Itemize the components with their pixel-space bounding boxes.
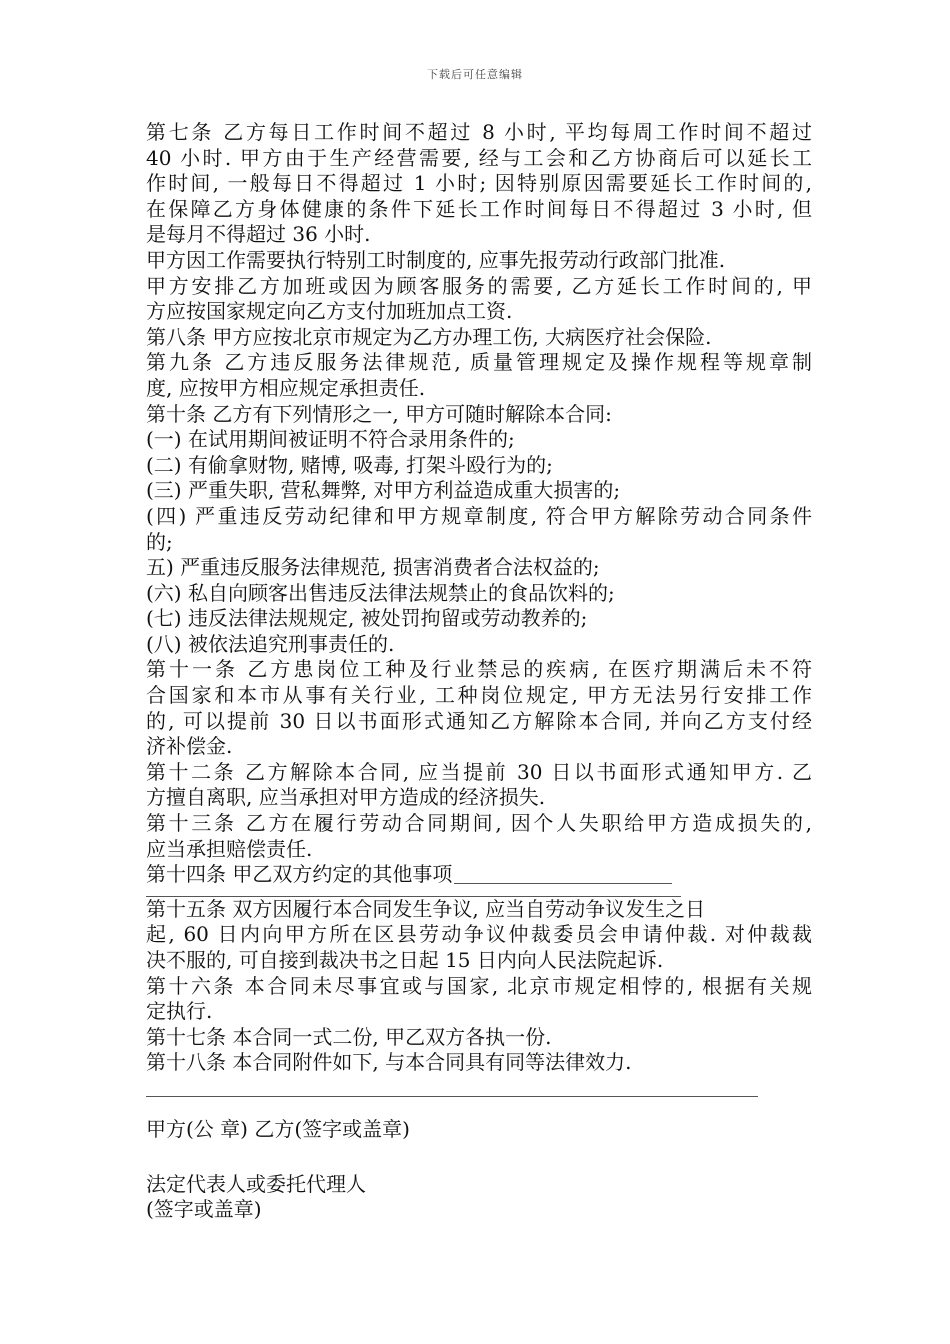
text-line: 方擅自离职, 应当承担对甲方造成的经济损失. — [146, 785, 546, 810]
text-line: 应当承担赔偿责任. — [146, 836, 313, 861]
text-line: 第十二条 乙方解除本合同, 应当提前 30 日以书面形式通知甲方. 乙 — [146, 759, 812, 784]
list-item: (六) 私自向顾客出售违反法律法规禁止的食品饮料的; — [146, 580, 615, 605]
text-line: 第十五条 双方因履行本合同发生争议, 应当自劳动争议发生之日 — [146, 896, 706, 921]
text-line: 甲方安排乙方加班或因为顾客服务的需要, 乙方延长工作时间的, 甲 — [146, 273, 812, 298]
list-item: (一) 在试用期间被证明不符合录用条件的; — [146, 427, 515, 452]
list-item: 五) 严重违反服务法律规范, 损害消费者合法权益的; — [146, 555, 600, 580]
text-line: 的; — [146, 529, 173, 554]
list-item: (八) 被依法追究刑事责任的. — [146, 631, 395, 656]
text-line: 第九条 乙方违反服务法律规范, 质量管理规定及操作规程等规章制 — [146, 350, 812, 375]
text-line: 济补偿金. — [146, 734, 233, 759]
text-line: 决不服的, 可自接到裁决书之日起 15 日内向人民法院起诉. — [146, 948, 664, 972]
fill-in-blank — [454, 865, 672, 884]
contract-body — [146, 120, 812, 1223]
text-line: 甲方因工作需要执行特别工时制度的, 应事先报劳动行政部门批准. — [146, 247, 726, 272]
text-line: 第十三条 乙方在履行劳动合同期间, 因个人失职给甲方造成损失的, — [146, 811, 812, 836]
article-14-text: 第十四条 甲乙双方约定的其他事项 — [146, 862, 453, 887]
list-item: (三) 严重失职, 营私舞弊, 对甲方利益造成重大损害的; — [146, 478, 621, 503]
text-line: 第十六条 本合同未尽事宜或与国家, 北京市规定相悖的, 根据有关规 — [146, 973, 812, 998]
text-line: 第七条 乙方每日工作时间不超过 8 小时, 平均每周工作时间不超过 — [146, 120, 812, 144]
list-item: (四) 严重违反劳动纪律和甲方规章制度, 符合甲方解除劳动合同条件 — [146, 503, 812, 528]
signature-parties: 甲方(公 章) 乙方(签字或盖章) — [146, 1116, 410, 1141]
text-line: 第十七条 本合同一式二份, 甲乙双方各执一份. — [146, 1024, 552, 1049]
text-line: 定执行. — [146, 999, 213, 1024]
text-line: 第八条 甲方应按北京市规定为乙方办理工伤, 大病医疗社会保险. — [146, 324, 712, 349]
signature-seal: (签字或盖章) — [146, 1197, 262, 1222]
text-line: 起, 60 日内向甲方所在区县劳动争议仲裁委员会申请仲裁. 对仲裁裁 — [146, 922, 812, 947]
text-line: 度, 应按甲方相应规定承担责任. — [146, 375, 426, 400]
signature-representative: 法定代表人或委托代理人 — [146, 1171, 366, 1196]
text-line: 的, 可以提前 30 日以书面形式通知乙方解除本合同, 并向乙方支付经 — [146, 708, 812, 733]
text-line: 作时间, 一般每日不得超过 1 小时; 因特别原因需要延长工作时间的, — [146, 171, 812, 196]
text-line: 第十一条 乙方患岗位工种及行业禁忌的疾病, 在医疗期满后未不符 — [146, 657, 812, 682]
list-item: (二) 有偷拿财物, 赌博, 吸毒, 打架斗殴行为的; — [146, 452, 553, 477]
text-line: 是每月不得超过 36 小时. — [146, 222, 371, 247]
text-line: 40 小时. 甲方由于生产经营需要, 经与工会和乙方协商后可以延长工 — [146, 145, 812, 170]
text-line: 在保障乙方身体健康的条件下延长工作时间每日不得超过 3 小时, 但 — [146, 196, 812, 221]
text-line: 第十八条 本合同附件如下, 与本合同具有同等法律效力. — [146, 1050, 632, 1075]
page-header: 下载后可任意编辑 — [427, 68, 523, 81]
list-item: (七) 违反法律法规规定, 被处罚拘留或劳动教养的; — [146, 606, 588, 631]
text-line: 合国家和本市从事有关行业, 工种岗位规定, 甲方无法另行安排工作 — [146, 683, 812, 708]
text-line: 方应按国家规定向乙方支付加班加点工资. — [146, 299, 513, 324]
article-14-line — [146, 862, 812, 888]
text-line: 第十条 乙方有下列情形之一, 甲方可随时解除本合同: — [146, 401, 612, 426]
